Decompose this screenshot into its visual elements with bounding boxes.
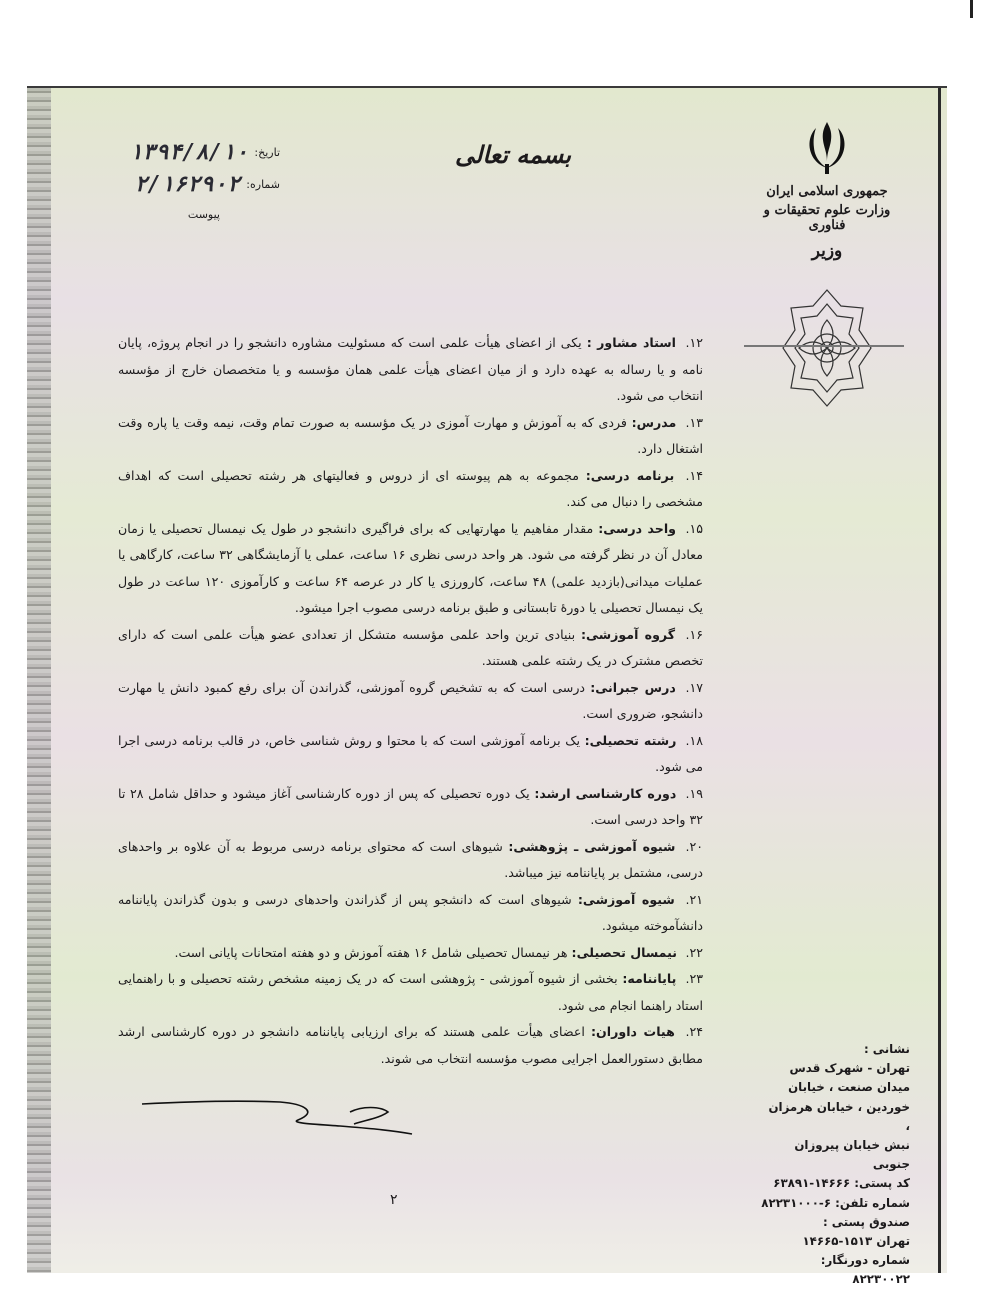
definition-item: ۲۰. شیوه آموزشی ـ پژوهشی: شیوهای است که محتوای برنامه درسی مربوط به آن علاوه بر واحدهای درسی، مشتمل بر پایاننامه نیز میباشد. <box>118 838 703 880</box>
address-line: خوردین ، خیابان هرمزان ، <box>768 1099 910 1133</box>
letter-meta <box>60 140 280 230</box>
postal-code: کد پستی: ۱۴۶۶۶-۶۳۸۹۱ <box>773 1176 910 1191</box>
date-value: ۱۳۹۴/۸/۱۰ <box>129 140 249 165</box>
ornament-icon <box>779 284 875 414</box>
attachment-label: پیوست <box>187 208 220 221</box>
definition-item: ۱۶. گروه آموزشی: بنیادی ترین واحد علمی مؤسسه متشکل از تعدادی عضو هیأت علمی است که دارای تخصص مشترک در یک رشته علمی هستند. <box>118 626 703 668</box>
definition-item: ۱۵. واحد درسی: مقدار مفاهیم یا مهارتهایی که برای فراگیری دانشجو در طول یک نیمسال تحصیلی یا زمان معادل آن در نظر گرفته می شود. هر واحد درسی نظری ۱۶ ساعت، عملی یا آزمایشگاهی ۳۲ ساعت، کارگاهی یا عملیات میدانی(بازدید علمی) ۴۸ ساعت، کارورزی یا کار در عرصه ۶۴ ساعت و کارآموزی ۱۲۰ ساعت در طول یک نیمسال تحصیلی یا دورهٔ تابستانی و طبق برنامه درسی مصوب اجرا میشود. <box>118 520 704 615</box>
letterhead-divider <box>744 345 904 347</box>
number-value: ۲/۱۶۲۹۰۲ <box>134 172 241 197</box>
page-number: ۲ <box>390 1192 398 1208</box>
definition-item: ۱۸. رشته تحصیلی: یک برنامه آموزشی است که با محتوا و روش شناسی خاص، در قالب برنامه درسی اجرا می شود. <box>118 732 703 774</box>
definition-item: ۲۴. هیات داوران: اعضای هیأت علمی هستند که برای ارزیابی پایاننامه دانشجو در دوره کارشناسی ارشد مطابق دستورالعمل اجرایی مصوب مؤسسه انتخاب می شوند. <box>118 1024 703 1066</box>
ministry-name: وزارت علوم تحقیقات و فناوری <box>763 203 891 233</box>
address-heading: نشانی : <box>863 1042 910 1056</box>
definition-item: ۲۲. نیمسال تحصیلی: هر نیمسال تحصیلی شامل ۱۶ هفته آموزش و دو هفته امتحانات پایانی است. <box>174 944 703 960</box>
definition-item: ۲۱. شیوه آموزشی: شیوهای است که دانشجو پس از گذراندن واحدهای درسی و بدون گذراندن پایاننامه دانشآموخته میشود. <box>118 891 703 933</box>
number-label: شماره: <box>246 178 280 191</box>
po-box-number: تهران ۱۵۱۳-۱۴۶۶۵ <box>802 1234 910 1249</box>
phone-number: شماره تلفن: ۶-۸۲۲۳۱۰۰۰ <box>761 1195 910 1210</box>
address-line: نبش خیابان پیروزان جنوبی <box>794 1138 910 1172</box>
letterhead <box>752 118 902 288</box>
country-name: جمهوری اسلامی ایران <box>766 184 888 199</box>
iran-emblem-icon <box>797 118 857 176</box>
definition-item: ۱۷. درس جبرانی: درسی است که به تشخیص گروه آموزشی، گذراندن آن برای رفع کمبود دانش یا مهارت دانشجو، ضروری است. <box>118 679 703 721</box>
date-row <box>129 140 280 165</box>
attachment-row <box>188 208 220 221</box>
scan-corner-mark <box>970 0 973 18</box>
definition-item: ۲۳. پایاننامه: بخشی از شیوه آموزشی - پژوهشی است که در یک زمینه مشخص رشته تحصیلی و با راهنمایی استاد راهنما انجام می شود. <box>118 971 703 1013</box>
definition-item: ۱۹. دوره کارشناسی ارشد: یک دوره تحصیلی که پس از دوره کارشناسی آغاز میشود و حداقل شامل ۲۸ تا ۳۲ واحد درسی است. <box>118 785 703 827</box>
minister-title: وزیر <box>811 241 843 261</box>
definitions-list <box>118 330 703 1072</box>
signature-mark <box>140 1090 415 1140</box>
address-block <box>760 1040 910 1290</box>
address-line: تهران - شهرک قدس <box>789 1061 910 1076</box>
definition-item: ۱۴. برنامه درسی: مجموعه به هم پیوسته ای از دروس و فعالیتهای هر رشته تحصیلی است که اهداف مشخصی را دنبال می کند. <box>118 467 703 509</box>
date-label: تاریخ: <box>254 146 280 159</box>
definition-item: ۱۲. استاد مشاور : یکی از اعضای هیأت علمی است که مسئولیت مشاوره دانشجو را در انجام پروژه، پایان نامه و یا رساله به عهده دارد و از میان اعضای هیأت علمی همان مؤسسه و یا متخصصان خارج از مؤسسه انتخاب می شود. <box>118 335 703 403</box>
definition-item: ۱۳. مدرس: فردی که به آموزش و مهارت آموزی در یک مؤسسه به صورت تمام وقت، نیمه وقت یا پاره وقت اشتغال دارد. <box>118 414 703 456</box>
address-line: میدان صنعت ، خیابان <box>788 1080 910 1095</box>
number-row <box>134 172 280 197</box>
bismillah-heading: بسمه تعالی <box>455 140 572 169</box>
po-box-label: صندوق پستی : <box>822 1214 910 1229</box>
fax-number: شماره دورنگار: ۸۲۲۳۰۰۲۲ <box>820 1253 910 1287</box>
